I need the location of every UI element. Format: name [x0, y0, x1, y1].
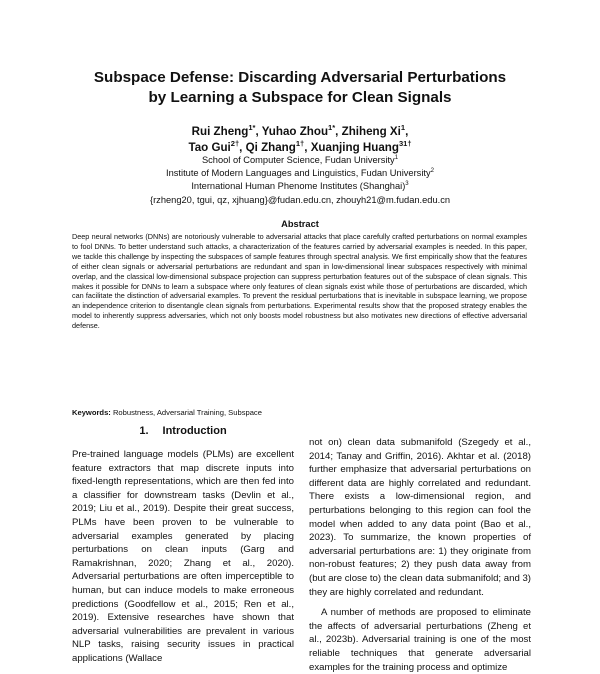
affiliation-text: International Human Phenome Institutes (Shanghai) — [191, 181, 406, 192]
intro-paragraph: Pre-trained language models (PLMs) are excellent feature extractors that map discrete inputs into fixed-length representations, which are then fed into a classifier for downstream tasks (Devlin et al., 2019; Liu et al., 2019). Despite their great success, PLMs have been proven to be vulnerable to adversarial examples generated by placing perturbations on clean inputs (Garg and Ramakrishnan, 2020; Zhang et al., 2020). Adversarial perturbations are often imperceptible to human, but can induce models to make erroneous predictions (Goodfellow et al., 2015; Ren et al., 2019). Extensive researches have shown that adversarial vulnerabilities are prevalent in various NLP tasks, raising security issues in practical applications (Wallace — [72, 449, 294, 664]
abstract-text: Deep neural networks (DNNs) are notoriously vulnerable to adversarial attacks that place carefully crafted perturbations on normal examples to fool DNNs. To better understand such attacks, a characterization of the features carried by adversarial examples is needed. In this paper, we tackle this challenge by inspecting the subspaces of sample features through spectral analysis. We first empirically show that the features of either clean signals or adversarial perturbations are redundant and span in low-dimensional linear subspaces respectively with minimal overlap, and the classical low-dimensional subspace projection can suppress perturbation features out of the subspace of clean signals. This makes it possible for DNNs to learn a subspace where only features of clean signals exist while those of perturbations are discarded, which can facilitate the distinction of adversarial examples. To prevent the residual perturbations that is inevitable in subspace learning, we propose an independence criterion to disentangle clean signals from perturbations. Experimental results show that the proposed strategy enables the model to inherently suppress adversaries, which not only boosts model robustness but also motivates new directions of effective adversarial defense. — [72, 232, 527, 331]
author-mark: 31† — [398, 139, 412, 149]
affiliation-text: School of Computer Science, Fudan University — [201, 155, 395, 165]
author-name: Zhiheng Xi — [341, 125, 401, 138]
author-name: Yuhao Zhou — [261, 125, 329, 138]
author-mark: 1* — [328, 123, 336, 133]
affiliation-mark: 2 — [430, 168, 434, 175]
author-separator: , — [335, 125, 342, 138]
paper-title — [40, 68, 560, 108]
author-emails: {rzheng20, tgui, qz, xjhuang}@fudan.edu.cn, zhouyh21@m.fudan.edu.cn — [149, 194, 451, 205]
author-line-1 — [40, 124, 560, 140]
keywords-line — [72, 408, 527, 418]
affiliation-mark: 1 — [394, 154, 399, 161]
author-mark: 1† — [295, 139, 305, 149]
right-column — [309, 436, 531, 674]
author-mark: 1 — [400, 123, 406, 133]
author-separator: , — [255, 125, 262, 138]
author-mark: 2† — [230, 139, 240, 149]
affiliation-block — [40, 154, 560, 207]
keywords-value: Robustness, Adversarial Training, Subspace — [112, 408, 262, 417]
author-name: Qi Zhang — [245, 141, 296, 154]
paper-title-line-1: Subspace Defense: Discarding Adversarial Perturbations — [93, 69, 507, 86]
body-paragraph: A number of methods are proposed to eliminate the affects of adversarial perturbations (Zheng et al., 2023b). Adversarial training is one of the most reliable techniques that generate adversarial examples for the training process and optimize — [309, 607, 531, 673]
section-title: Introduction — [162, 425, 227, 437]
author-name: Rui Zheng — [191, 125, 249, 138]
affiliation-text: Institute of Modern Languages and Linguistics, Fudan University — [166, 168, 431, 179]
author-name: Tao Gui — [188, 141, 231, 154]
author-separator: , — [239, 141, 246, 154]
body-paragraph: not on) clean data submanifold (Szegedy et al., 2014; Tanay and Griffin, 2016). Akhtar et al. (2018) further emphasize that adversarial perturbations on different data are highly correlated and redundant. There exists a low-dimensional region, and perturbations belonging to this region can fool the model when added to any data point (Bao et al., 2023). To summarize, the known properties of adversarial perturbations are: 1) they originate from non-robust features; 2) they push data away from (but are close to) the clean data submanifold; and 3) they are highly correlated and redundant. — [309, 437, 531, 598]
left-column — [72, 424, 294, 666]
author-list — [40, 124, 560, 156]
author-name: Xuanjing Huang — [310, 141, 399, 154]
affiliation — [40, 167, 560, 180]
affiliation — [40, 154, 560, 167]
keywords-label: Keywords: — [72, 408, 111, 417]
paper-title-line-2: by Learning a Subspace for Clean Signals — [148, 89, 452, 106]
abstract-heading: Abstract — [281, 219, 319, 229]
affiliation-mark: 3 — [405, 181, 409, 188]
author-separator: , — [304, 141, 311, 154]
section-heading — [72, 424, 294, 438]
author-mark: 1* — [248, 123, 256, 133]
section-number: 1. — [139, 425, 149, 437]
author-separator: , — [405, 125, 409, 138]
affiliation — [40, 180, 560, 193]
